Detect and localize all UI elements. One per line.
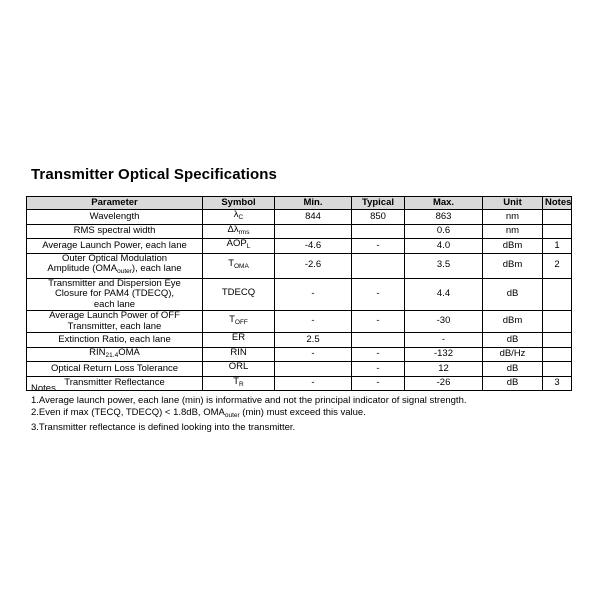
symbol-main: ORL	[228, 361, 249, 372]
parameter-text: RIN	[89, 346, 106, 358]
parameter-line: Outer Optical Modulation	[61, 252, 168, 264]
table-row	[27, 362, 572, 377]
cell-parameter: Extinction Ratio, each lane	[27, 333, 203, 348]
cell-unit: dBm	[483, 239, 543, 254]
parameter-subscript: outer	[117, 268, 132, 275]
cell-symbol	[203, 239, 275, 254]
cell-typical: -	[352, 362, 405, 377]
cell-max: 4.4	[405, 278, 483, 311]
parameter-line: each lane	[93, 298, 136, 310]
cell-symbol	[203, 362, 275, 377]
note-text: 2.Even if max (TECQ, TDECQ) < 1.8dB, OMA	[31, 407, 225, 418]
cell-max: -	[405, 333, 483, 348]
cell-parameter: RMS spectral width	[27, 224, 203, 239]
table-row	[27, 239, 572, 254]
header-symbol: Symbol	[203, 197, 275, 210]
cell-max: 3.5	[405, 253, 483, 278]
note-subscript: outer	[224, 412, 240, 419]
table-row	[27, 311, 572, 333]
symbol-main: T	[229, 313, 235, 325]
cell-notes: 2	[543, 253, 572, 278]
symbol-subscript: OFF	[234, 318, 248, 326]
cell-parameter	[27, 253, 203, 278]
cell-parameter	[27, 347, 203, 362]
table-row	[27, 333, 572, 348]
cell-typical	[352, 333, 405, 348]
cell-notes	[543, 210, 572, 225]
cell-max: 4.0	[405, 239, 483, 254]
symbol-main: TDECQ	[221, 286, 256, 298]
cell-min: -	[275, 376, 352, 391]
cell-symbol	[203, 347, 275, 362]
parameter-line: ), each lane	[131, 263, 182, 274]
cell-max: -30	[405, 311, 483, 333]
cell-min: -2.6	[275, 253, 352, 278]
cell-symbol	[203, 224, 275, 239]
cell-typical: -	[352, 376, 405, 391]
symbol-subscript: rms	[238, 228, 250, 236]
cell-typical: -	[352, 278, 405, 311]
cell-parameter	[27, 311, 203, 333]
parameter-line: Closure for PAM4 (TDECQ),	[54, 288, 175, 299]
cell-symbol	[203, 278, 275, 311]
cell-parameter: Average Launch Power, each lane	[27, 239, 203, 254]
cell-symbol	[203, 210, 275, 225]
header-typical: Typical	[352, 197, 405, 210]
cell-min: 844	[275, 210, 352, 225]
cell-typical	[352, 224, 405, 239]
cell-min	[275, 224, 352, 239]
cell-min	[275, 362, 352, 377]
cell-notes: 3	[543, 376, 572, 391]
parameter-line: Amplitude (OMA	[47, 263, 118, 274]
cell-max: -26	[405, 376, 483, 391]
cell-notes	[543, 347, 572, 362]
header-notes: Notes	[543, 197, 572, 210]
cell-parameter	[27, 278, 203, 311]
symbol-main: RIN	[230, 346, 247, 358]
cell-unit: dBm	[483, 253, 543, 278]
cell-unit: nm	[483, 224, 543, 239]
symbol-subscript: L	[246, 243, 251, 250]
parameter-line: Transmitter and Dispersion Eye	[48, 277, 181, 289]
cell-max: -132	[405, 347, 483, 362]
header-min: Min.	[275, 197, 352, 210]
parameter-text: OMA	[118, 346, 140, 358]
header-max: Max.	[405, 197, 483, 210]
note-text: (min) must exceed this value.	[239, 407, 366, 418]
cell-unit: dBm	[483, 311, 543, 333]
table-header-row	[27, 197, 572, 210]
cell-typical: -	[352, 311, 405, 333]
header-unit: Unit	[483, 197, 543, 210]
cell-min: -4.6	[275, 239, 352, 254]
cell-parameter: Transmitter Reflectance	[27, 376, 203, 391]
table-row	[27, 210, 572, 225]
cell-typical: -	[352, 239, 405, 254]
cell-notes	[543, 278, 572, 311]
cell-min: -	[275, 278, 352, 311]
symbol-main: T	[233, 375, 240, 387]
cell-typical: -	[352, 347, 405, 362]
cell-parameter: Wavelength	[27, 210, 203, 225]
cell-typical	[352, 253, 405, 278]
notes-heading: Notes	[31, 383, 56, 394]
cell-max: 12	[405, 362, 483, 377]
symbol-main: Δλ	[227, 223, 239, 235]
symbol-subscript: R	[239, 380, 244, 388]
cell-max: 0.6	[405, 224, 483, 239]
note-3: 3.Transmitter reflectance is defined looking into the transmitter.	[31, 422, 296, 433]
cell-notes	[543, 362, 572, 377]
table-row	[27, 278, 572, 311]
cell-unit: nm	[483, 210, 543, 225]
cell-unit: dB	[483, 278, 543, 311]
cell-min: 2.5	[275, 333, 352, 348]
symbol-main: λ	[233, 209, 239, 220]
cell-unit: dB	[483, 333, 543, 348]
header-parameter: Parameter	[27, 197, 203, 210]
cell-min: -	[275, 347, 352, 362]
cell-notes	[543, 311, 572, 333]
cell-parameter: Optical Return Loss Tolerance	[27, 362, 203, 377]
symbol-main: AOP	[226, 238, 247, 249]
table-row	[27, 224, 572, 239]
cell-symbol	[203, 253, 275, 278]
cell-typical: 850	[352, 210, 405, 225]
cell-notes	[543, 224, 572, 239]
table-row	[27, 347, 572, 362]
symbol-subscript: C	[238, 214, 244, 221]
table-row	[27, 253, 572, 278]
cell-unit: dB	[483, 376, 543, 391]
symbol-main: ER	[231, 332, 246, 343]
note-1: 1.Average launch power, each lane (min) is informative and not the principal indicator of signal strength.	[31, 395, 467, 406]
page-title: Transmitter Optical Specifications	[31, 166, 277, 183]
spec-table	[26, 196, 572, 391]
parameter-line: Average Launch Power of OFF	[49, 310, 180, 321]
parameter-line: Transmitter, each lane	[67, 320, 162, 332]
symbol-main: T	[228, 257, 234, 269]
cell-unit: dB	[483, 362, 543, 377]
cell-notes: 1	[543, 239, 572, 254]
cell-min: -	[275, 311, 352, 333]
cell-symbol	[203, 311, 275, 333]
cell-unit: dB/Hz	[483, 347, 543, 362]
parameter-subscript: 21.4	[105, 351, 119, 359]
cell-symbol	[203, 333, 275, 348]
symbol-subscript: OMA	[234, 262, 249, 270]
cell-notes	[543, 333, 572, 348]
cell-max: 863	[405, 210, 483, 225]
note-2	[31, 407, 591, 422]
